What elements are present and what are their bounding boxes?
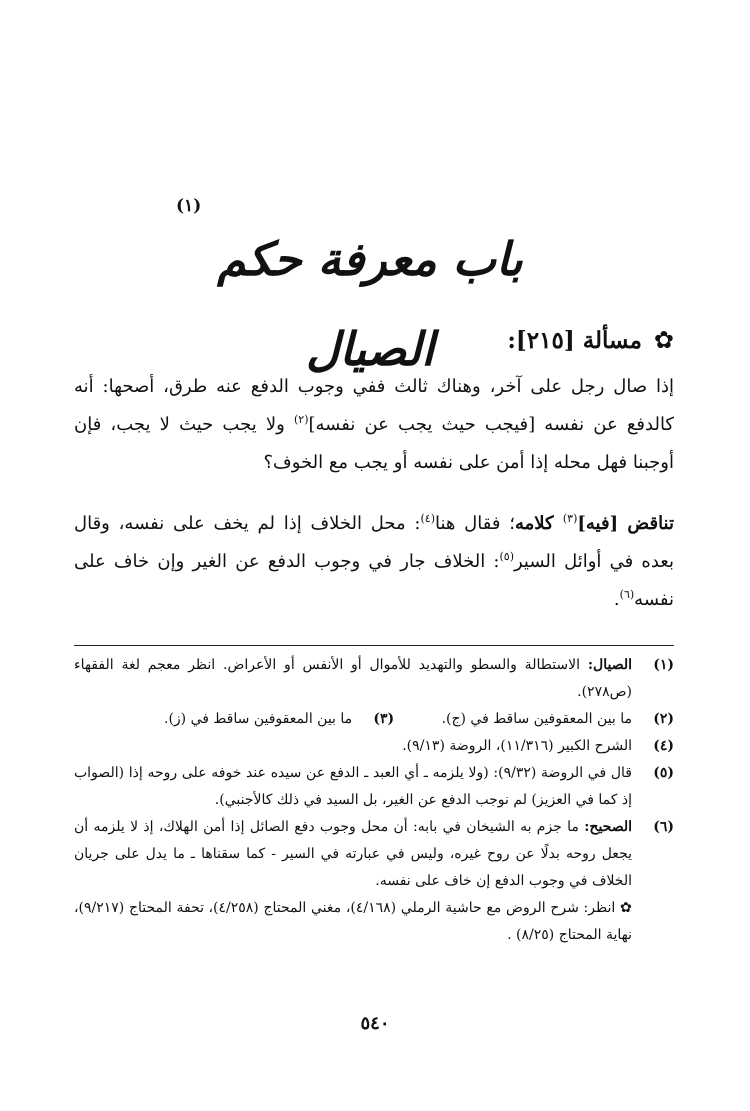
footnote-ref: (٢): [293, 413, 309, 426]
contradiction-text-part: : الخلاف جار في وجوب الدفع عن الغير وإن خاف على نفسه: [74, 551, 674, 610]
footnote-divider: [74, 645, 674, 646]
issue-heading: [507, 326, 674, 354]
footnote-5: [74, 760, 674, 814]
footnote-body: [74, 814, 632, 895]
footnote-number: (٥): [653, 765, 674, 781]
footnote-text: الاستطالة والسطو والتهديد للأموال أو الأنفس أو الأعراض. انظر معجم لغة الفقهاء (ص٢٧٨).: [74, 657, 632, 700]
footnote-ref: (٥): [499, 550, 514, 563]
footnote-text: ما بين المعقوفين ساقط في (ج).: [441, 711, 632, 727]
contradiction-lead: كلامه: [514, 513, 563, 534]
footnote-text: الشرح الكبير (١١/٣١٦)، الروضة (٩/١٣).: [402, 738, 632, 754]
chapter-footnote-ref: (١): [176, 196, 202, 216]
contradiction-text-part: .: [613, 589, 620, 610]
contradiction-paragraph: [74, 505, 674, 619]
footnote-sources: [74, 895, 674, 949]
chapter-title: باب معرفة حكم الصيال: [217, 232, 523, 376]
sources-text: انظر: شرح الروض مع حاشية الرملي (٤/١٦٨)، مغني المحتاج (٤/٢٥٨)، تحفة المحتاج (٩/٢١٧)، نهاية المحتاج (٨/٢٥) .: [74, 900, 632, 943]
footnote-ref: (٦): [619, 588, 635, 601]
footnote-text: ما جزم به الشيخان في بابه: أن محل وجوب دفع الصائل إذا أمن الهلاك، إذ لا يلزمه أن يجعل روحه بدلًا عن روح غيره، وليس في عبارته في السير - كما سقناها ـ ما يدل على جريان الخلاف في وجوب الدفع إن خاف على نفسه.: [74, 819, 632, 889]
footnote-2: [442, 706, 674, 733]
footnote-number: (٢): [653, 711, 674, 727]
footnote-text: ما بين المعقوفين ساقط في (ز).: [164, 711, 353, 727]
contradiction-text-part: : محل الخلاف إذا لم يخف على نفسه، وقال بعده في أوائل السير: [74, 513, 674, 572]
footnote-ref: (٤): [420, 512, 436, 525]
footnote-number: (١): [653, 657, 674, 673]
footnote-6: [74, 814, 674, 895]
contradiction-text-part: ؛ فقال هنا: [435, 513, 515, 534]
issue-label: مسألة [٢١٥]:: [507, 326, 642, 354]
issue-text-part: ولا يجب حيث لا يجب، فإن أوجبنا فهل محله إذا أمن على نفسه أو يجب مع الخوف؟: [74, 414, 674, 473]
flower-ornament-icon: ✿: [619, 900, 632, 916]
footnote-4: [74, 733, 674, 760]
footnote-text: قال في الروضة (٩/٣٢): (ولا يلزمه ـ أي العبد ـ الدفع عن سيده عند خوفه على روحه إذا (الصواب إذ كما في العزيز) لم نوجب الدفع عن الغير، بل السيد في ذلك كالأجنبي).: [74, 765, 632, 808]
page-number: ٥٤٠: [360, 1013, 390, 1034]
footnote-body: [74, 652, 632, 706]
issue-paragraph: [74, 368, 674, 482]
footnote-1: [74, 652, 674, 706]
flower-ornament-icon: ✿: [653, 326, 674, 354]
footnote-term: الصحيح:: [584, 819, 632, 835]
contradiction-lead: تناقض [فيه]: [577, 513, 674, 534]
footnote-row-2-3: [74, 706, 674, 733]
footnote-3: [164, 706, 394, 733]
footnote-ref: (٣): [562, 512, 578, 525]
issue-text-part: إذا صال رجل على آخر، وهناك ثالث ففي وجوب الدفع عنه طرق، أصحها: أنه كالدفع عن نفسه [فيجب حيث يجب عن نفسه]: [74, 376, 675, 435]
footnotes-section: [74, 652, 674, 949]
footnote-number: (٦): [653, 819, 674, 835]
footnote-number: (٤): [653, 738, 674, 754]
footnote-number: (٣): [373, 711, 395, 727]
footnote-term: الصيال:: [587, 657, 632, 673]
